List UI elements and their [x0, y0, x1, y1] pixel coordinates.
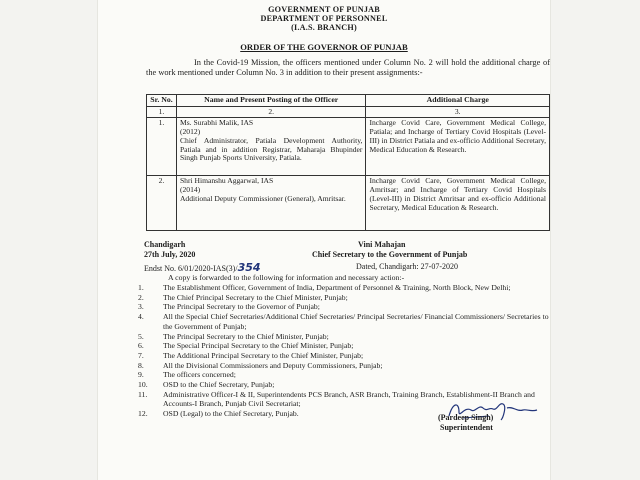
list-item: 7. The Additional Principal Secretary to the Chief Minister, Punjab;	[138, 350, 364, 360]
additional-charge: Incharge Covid Care, Government Medical College, Amritsar; and Incharge of Tertiary Covid Hospitals (Level-III) in District Amritsar and ex-officio Additional Secretary, Medical Education & Research.	[366, 176, 550, 231]
officers-table	[146, 94, 550, 231]
officer-posting: Chief Administrator, Patiala Development Authority, Patiala and in addition Registrar, Maharaja Bhupinder Singh Punjab Sports University, Patiala.	[179, 135, 363, 163]
list-item: 3. The Principal Secretary to the Governor of Punjab;	[138, 302, 320, 312]
sign-date: 27th July, 2020	[144, 250, 196, 259]
superintendent-name: (Pardeep Singh)	[438, 413, 494, 422]
officer-name: Shri Himanshu Aggarwal, IAS	[179, 176, 274, 186]
handwritten-number: 354	[237, 261, 261, 274]
list-item: 12. OSD (Legal) to the Chief Secretary, Punjab.	[138, 409, 299, 419]
endorsement-date: Dated, Chandigarh: 27-07-2020	[356, 262, 458, 271]
endorsement-prefix: Endst No. 6/01/2020-IAS(3)/	[144, 264, 238, 273]
table-header-row	[147, 95, 550, 107]
order-title: ORDER OF THE GOVERNOR OF PUNJAB	[240, 42, 408, 52]
header-name-posting: Name and Present Posting of the Officer	[176, 95, 366, 107]
header-government: GOVERNMENT OF PUNJAB	[268, 5, 380, 14]
copy-forward-text: A copy is forwarded to the following for information and necessary action:-	[168, 273, 405, 282]
list-item: 2. The Chief Principal Secretary to the Chief Minister, Punjab;	[138, 292, 348, 302]
list-item: 4. All the Special Chief Secretaries/Additional Chief Secretaries/ Principal Secretaries/ Financial Commissioners/ Secretaries to the Government of Punjab;	[138, 312, 549, 331]
header-additional-charge: Additional Charge	[366, 95, 550, 107]
table-column-number-row	[147, 106, 550, 118]
list-item: 10. OSD to the Chief Secretary, Punjab;	[138, 380, 275, 390]
officer-cell	[176, 176, 366, 231]
superintendent-designation: Superintendent	[440, 423, 493, 432]
officer-batch: (2012)	[179, 127, 201, 137]
row-sr: 1.	[147, 118, 177, 176]
list-item: 1. The Establishment Officer, Government of India, Department of Personnel & Training, North Block, New Delhi;	[138, 283, 511, 292]
officer-batch: (2014)	[179, 185, 201, 195]
document-page	[98, 0, 550, 480]
list-item: 9. The officers concerned;	[138, 370, 236, 380]
column-number: 3.	[366, 106, 550, 118]
table-row	[147, 118, 550, 176]
additional-charge: Incharge Covid Care, Government Medical College, Patiala; and Incharge of Tertiary Covid Hospitals (Level-III) in District Patiala and ex-officio Additional Secretary, Medical Education & Research.	[366, 118, 550, 176]
officer-posting: Additional Deputy Commissioner (General), Amritsar.	[179, 193, 346, 203]
signatory-designation: Chief Secretary to the Government of Punjab	[312, 250, 468, 259]
list-item: 6. The Special Principal Secretary to the Chief Minister, Punjab;	[138, 341, 354, 351]
header-sr-no: Sr. No.	[147, 95, 177, 107]
table-row	[147, 176, 550, 231]
sign-place: Chandigarh	[144, 240, 186, 249]
header-department: DEPARTMENT OF PERSONNEL	[260, 14, 388, 23]
signatory-name: Vini Mahajan	[358, 240, 406, 249]
list-item: 5. The Principal Secretary to the Chief Minister, Punjab;	[138, 331, 329, 341]
row-sr: 2.	[147, 176, 177, 231]
officer-name: Ms. Surabhi Malik, IAS	[179, 118, 254, 128]
column-number: 1.	[147, 106, 177, 118]
list-item: 11. Administrative Officer-I & II, Superintendents PCS Branch, ASR Branch, Training Branch, Establishment-II Branch and Accounts-I Branch, Punjab Civil Secretariat;	[138, 389, 535, 409]
column-number: 2.	[176, 106, 366, 118]
officer-cell	[176, 118, 366, 176]
list-item: 8. All the Divisional Commissioners and Deputy Commissioners, Punjab;	[138, 360, 383, 370]
intro-paragraph: In the Covid-19 Mission, the officers mentioned under Column No. 2 will hold the additional charge of the work mentioned under Column No. 3 in addition to their present assignments:-	[146, 58, 550, 78]
header-branch: (I.A.S. BRANCH)	[291, 23, 357, 32]
